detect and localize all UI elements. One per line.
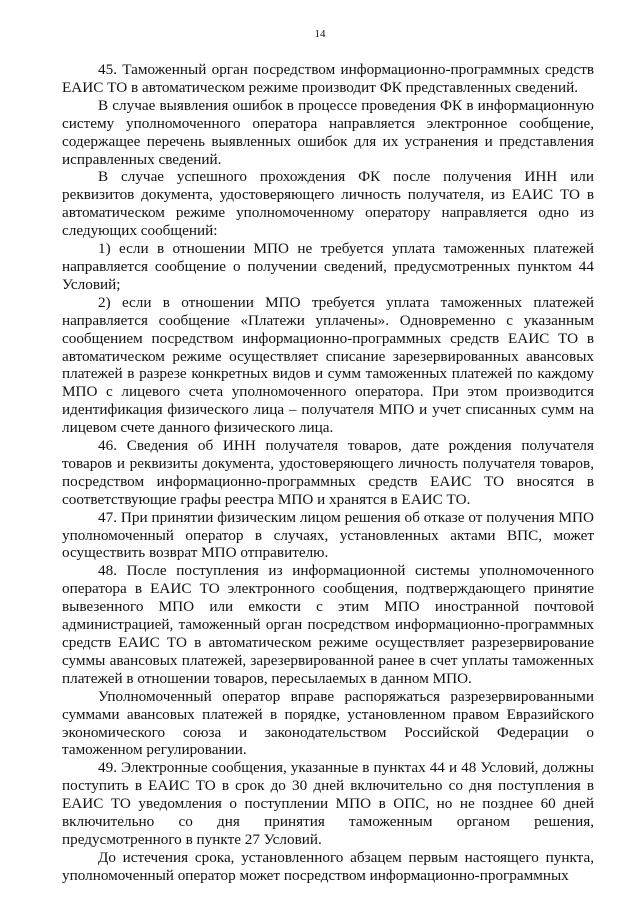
paragraph-45-item-1: 1) если в отношении МПО не требуется уплата таможенных платежей направляется сообщение о получении сведений, предусмотренных пунктом 44 Условий;: [62, 240, 594, 293]
paragraph-47: 47. При принятии физическим лицом решения об отказе от получения МПО уполномоченный оператор в случаях, установленных актами ВПС, может осуществить возврат МПО отправителю.: [62, 508, 594, 562]
paragraph-49: 49. Электронные сообщения, указанные в пунктах 44 и 48 Условий, должны поступить в ЕАИС ТО в срок до 30 дней включительно со дня поступления в ЕАИС ТО уведомления о поступлении МПО в ОПС, но не позднее 60 дней включительно со дня принятия таможенным органом решения, предусмотренного в пункте 27 Условий.: [62, 759, 594, 848]
paragraph-45-success: В случае успешного прохождения ФК после получения ИНН или реквизитов документа, удостоверяющего личность получателя, из ЕАИС ТО в автоматическом режиме уполномоченному оператору направляется одно из следующих сообщений:: [62, 168, 594, 240]
paragraph-48: 48. После поступления из информационной системы уполномоченного оператора в ЕАИС ТО электронного сообщения, подтверждающего принятие вывезенного МПО или емкости с этим МПО иностранной почтовой администрацией, таможенный орган посредством информационно-программных средств ЕАИС ТО в автоматическом режиме осуществляет разрезервирование суммы авансовых платежей, зарезервированной ранее в счет уплаты таможенных платежей в отношении товаров, пересылаемых в данном МПО.: [62, 562, 594, 687]
paragraph-46: 46. Сведения об ИНН получателя товаров, дате рождения получателя товаров и реквизиты документа, удостоверяющего личность получателя товаров, посредством информационно-программных средств ЕАИС ТО вносятся в соответствующие графы реестра МПО и хранятся в ЕАИС ТО.: [62, 437, 594, 508]
paragraph-49-continued: До истечения срока, установленного абзацем первым настоящего пункта, уполномоченный оператор может посредством информационно-программных: [62, 848, 594, 884]
paragraph-45-item-2: 2) если в отношении МПО требуется уплата таможенных платежей направляется сообщение «Платежи уплачены». Одновременно с указанным сообщением посредством информационно-программных средств ЕАИС ТО в автоматическом режиме осуществляет списание зарезервированных авансовых платежей в разрезе конкретных видов и сумм таможенных платежей по каждому МПО с лицевого счета уполномоченного оператора. При этом производится идентификация физического лица – получателя МПО и учет списанных сумм на лицевом счете данного физического лица.: [62, 293, 594, 437]
paragraph-48-operator: Уполномоченный оператор вправе распоряжаться разрезервированными суммами авансовых платежей в порядке, установленном правом Евразийского экономического союза и законодательством Российской Федерации о таможенном регулировании.: [62, 687, 594, 759]
paragraph-45-errors: В случае выявления ошибок в процессе проведения ФК в информационную систему уполномоченного оператора направляется электронное сообщение, содержащее перечень выявленных ошибок для их устранения и представления исправленных сведений.: [62, 96, 594, 168]
page-number: 14: [314, 28, 326, 40]
document-body: [62, 61, 594, 885]
paragraph-45: 45. Таможенный орган посредством информационно-программных средств ЕАИС ТО в автоматическом режиме производит ФК представленных сведений.: [62, 61, 594, 96]
